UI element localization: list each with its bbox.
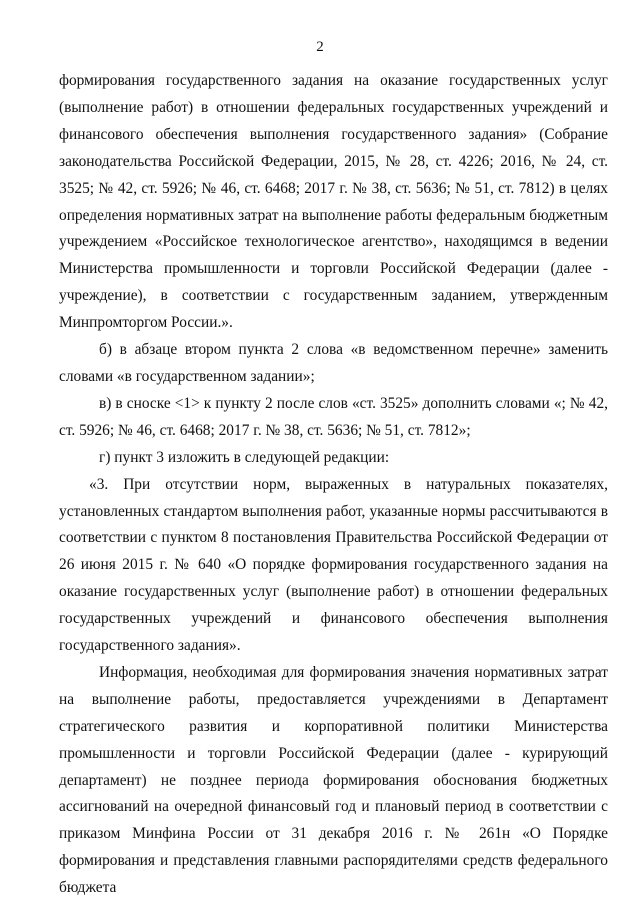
paragraph-information: Информация, необходимая для формирования значения нормативных затрат на выполнение работы, предоставляется учреждениями в Департамент стратегического развития и корпоративной политики Министерства промышленности и торговли Российской Федерации (далее - курирующий департамент) не позднее периода формирования обоснования бюджетных ассигнований на очередной финансовый год и плановый период в соответствии с приказом Минфина России от 31 декабря 2016 г. № 261н «О Порядке формирования и представления главными распорядителями средств федерального бюджета [59, 663, 608, 897]
page-number: 2 [316, 39, 324, 55]
document-body [59, 68, 608, 902]
paragraph-point-3: «3. При отсутствии норм, выраженных в натуральных показателях, установленных стандартом выполнения работ, указанные нормы рассчитываются в соответствии с пунктом 8 постановления Правительства Российской Федерации от 26 июня 2015 г. № 640 «О порядке формирования государственного задания на оказание государственных услуг (выполнение работ) в отношении федеральных государственных учреждений и финансового обеспечения выполнения государственного задания». [59, 475, 608, 655]
paragraph-item-b: б) в абзаце втором пункта 2 слова «в ведомственном перечне» заменить словами «в государственном задании»; [59, 341, 608, 385]
paragraph-item-v: в) в сноске <1> к пункту 2 после слов «ст. 3525» дополнить словами «; № 42, ст. 5926; № 46, ст. 6468; 2017 г. № 38, ст. 5636; № 51, ст. 7812»; [59, 394, 608, 439]
paragraph-item-g: г) пункт 3 изложить в следующей редакции: [99, 448, 390, 466]
paragraph-continuation: формирования государственного задания на оказание государственных услуг (выполнение работ) в отношении федеральных государственных учреждений и финансового обеспечения выполнения государственного задания» (Собрание законодательства Российской Федерации, 2015, № 28, ст. 4226; 2016, № 24, ст. 3525; № 42, ст. 5926; № 46, ст. 6468; 2017 г. № 38, ст. 5636; № 51, ст. 7812) в целях определения нормативных затрат на выполнение работы федеральным бюджетным учреждением «Российское технологическое агентство», находящимся в ведении Министерства промышленности и торговли Российской Федерации (далее - учреждение), в соответствии с государственным заданием, утвержденным Минпромторгом России.». [59, 72, 608, 332]
